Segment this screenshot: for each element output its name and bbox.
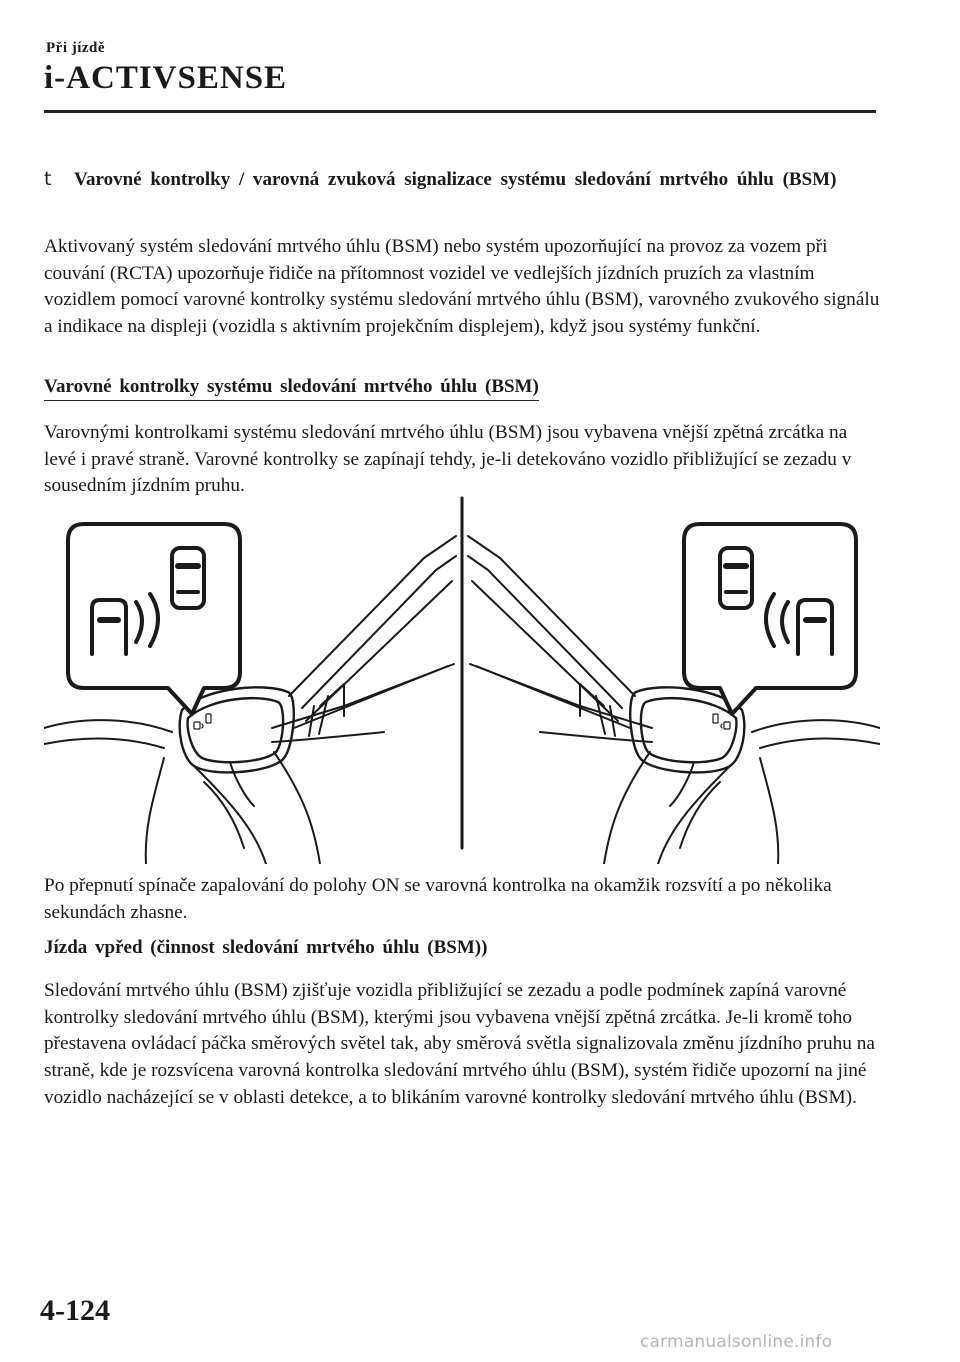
ignition-paragraph: Po přepnutí spínače zapalování do polohy ON se varovná kontrolka na okamžik rozsvítí a po několika sekundách zhasne. [44, 875, 832, 923]
subheading-forward-driving: Jízda vpřed (činnost sledování mrtvého úhlu (BSM)) [44, 937, 488, 958]
mirror-illustration [44, 496, 880, 864]
section-heading: Varovné kontrolky / varovná zvuková signalizace systému sledování mrtvého úhlu (BSM) [74, 169, 837, 190]
mirror-bsm-icon-right [713, 714, 730, 729]
warning-lights-paragraph: Varovnými kontrolkami systému sledování mrtvého úhlu (BSM) jsou vybavena vnější zpětná zrcátka na levé i pravé straně. Varovné kontrolky se zapínají tehdy, je-li detekováno vozidlo přibližující se zezadu v sousedním jízdním pruhu. [44, 422, 852, 497]
page-number: 4-124 [40, 1294, 110, 1327]
title-rule [44, 110, 876, 113]
mirror-bsm-icon-left [194, 714, 211, 729]
watermark: carmanualsonline.info [640, 1332, 833, 1352]
subheading-warning-lights: Varovné kontrolky systému sledování mrtvého úhlu (BSM) [44, 376, 539, 401]
section-kicker: Při jízdě [46, 40, 106, 56]
section-title: i-ACTIVSENSE [44, 60, 288, 96]
heading-bullet: t [44, 168, 52, 190]
intro-paragraph: Aktivovaný systém sledování mrtvého úhlu (BSM) nebo systém upozorňující na provoz za vozem při couvání (RCTA) upozorňuje řidiče na přítomnost vozidel ve vedlejších jízdních pruzích za vlastním vozidlem pomocí varovné kontrolky systému sledování mrtvého úhlu (BSM), varovného zvukového signálu a indikace na displeji (vozidla s aktivním projekčním displejem), když jsou systémy funkční. [44, 236, 880, 338]
forward-driving-paragraph: Sledování mrtvého úhlu (BSM) zjišťuje vozidla přibližující se zezadu a podle podmínek zapíná varovné kontrolky sledování mrtvého úhlu (BSM), kterými jsou vybavena vnější zpětná zrcátka. Je-li kromě toho přestavena ovládací páčka směrových světel tak, aby směrová světla signalizovala změnu jízdního pruhu na straně, kde je rozsvícena varovná kontrolka sledování mrtvého úhlu (BSM), systém řidiče upozorní na jiné vozidlo nacházející se v oblasti detekce, a to blikáním varovné kontrolky sledování mrtvého úhlu (BSM). [44, 980, 875, 1108]
